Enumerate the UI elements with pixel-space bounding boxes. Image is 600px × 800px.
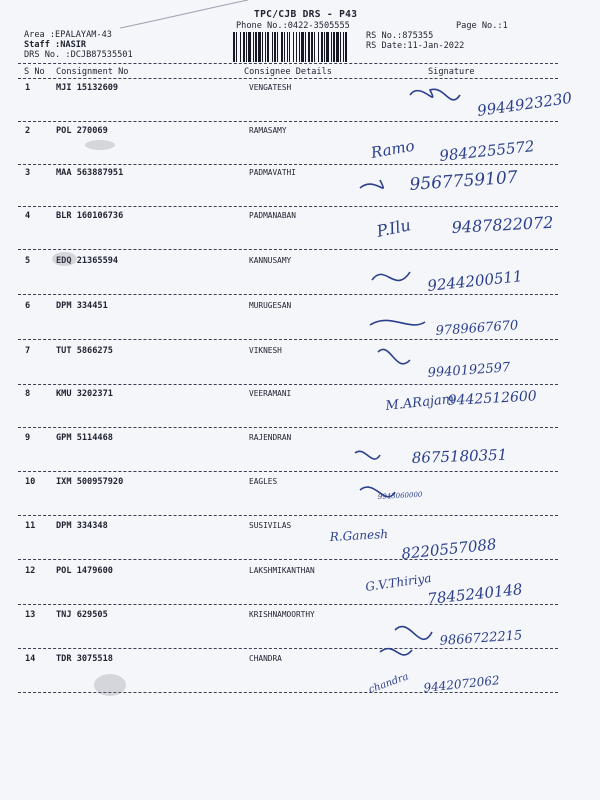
row-sno: 6 — [25, 301, 31, 311]
row-divider — [18, 559, 558, 560]
handwritten-phone: 9442072062 — [422, 673, 501, 695]
handwritten-signature: G.V.Thiriya — [364, 570, 433, 594]
smudge-mark — [52, 252, 77, 266]
row-consignee-name: EAGLES — [249, 477, 278, 486]
row-consignee-name: RAJENDRAN — [249, 433, 292, 442]
row-consignment-no: MJI 15132609 — [56, 83, 119, 93]
table-row — [0, 654, 600, 697]
table-row — [0, 211, 600, 254]
table-row — [0, 566, 600, 609]
row-divider — [18, 515, 558, 516]
row-divider — [18, 339, 558, 340]
table-row — [0, 477, 600, 520]
handwritten-signature: M.ARajam — [384, 391, 455, 414]
row-sno: 2 — [25, 126, 31, 136]
row-consignment-no: POL 270069 — [56, 126, 108, 136]
row-consignment-no: DPM 334451 — [56, 301, 108, 311]
smudge-mark — [85, 140, 115, 150]
handwritten-signature: R.Ganesh — [329, 526, 389, 544]
row-sno: 13 — [25, 610, 36, 620]
row-consignee-name: VIKNESH — [249, 346, 282, 355]
row-sno: 1 — [25, 83, 31, 93]
row-consignee-name: VEERAMANI — [249, 389, 292, 398]
rs-date: RS Date:11-Jan-2022 — [366, 41, 465, 51]
phone-number: Phone No.:0422-3505555 — [236, 21, 350, 31]
row-consignment-no: BLR 160106736 — [56, 211, 124, 221]
row-sno: 12 — [25, 566, 36, 576]
handwritten-signature: chandra — [367, 671, 411, 696]
handwritten-phone: 9789667670 — [435, 318, 519, 339]
row-consignment-no: GPM 5114468 — [56, 433, 113, 443]
table-row — [0, 521, 600, 564]
area-label: Area :EPALAYAM-43 — [24, 30, 112, 40]
row-consignment-no: MAA 563887951 — [56, 168, 124, 178]
table-row — [0, 346, 600, 389]
pen-mark — [120, 0, 250, 30]
handwritten-signature: P.Ilu — [374, 215, 413, 241]
row-consignment-no: TNJ 629505 — [56, 610, 108, 620]
table-row — [0, 610, 600, 653]
row-divider — [18, 164, 558, 165]
row-consignee-name: KANNUSAMY — [249, 256, 292, 265]
row-consignment-no: IXM 500957920 — [56, 477, 124, 487]
table-row — [0, 301, 600, 344]
handwritten-phone: 9944923230 — [476, 88, 574, 120]
column-sno: S No — [24, 67, 45, 77]
drs-number: DRS No. :DCJB87535501 — [24, 50, 133, 60]
handwritten-phone: 9842255572 — [438, 137, 536, 165]
row-sno: 5 — [25, 256, 31, 266]
handwritten-phone: 9244200511 — [426, 267, 524, 295]
row-sno: 4 — [25, 211, 31, 221]
handwritten-phone: 8675180351 — [411, 445, 508, 467]
row-divider — [18, 206, 558, 207]
staff-label: Staff :NASIR — [24, 40, 87, 50]
row-consignment-no: EDQ 21365594 — [56, 256, 119, 266]
row-consignment-no: POL 1479600 — [56, 566, 113, 576]
row-consignment-no: TUT 5866275 — [56, 346, 113, 356]
column-consignee: Consignee Details — [244, 67, 332, 77]
handwritten-phone: 9567759107 — [408, 167, 519, 195]
handwritten-phone: 8220557088 — [400, 535, 498, 563]
table-row — [0, 433, 600, 476]
row-divider — [18, 249, 558, 250]
row-consignee-name: RAMASAMY — [249, 126, 287, 135]
row-consignee-name: MURUGESAN — [249, 301, 292, 310]
row-divider — [18, 648, 558, 649]
row-consignee-name: KRISHNAMOORTHY — [249, 610, 315, 619]
row-sno: 3 — [25, 168, 31, 178]
handwritten-phone: 9487822072 — [451, 212, 554, 237]
table-row — [0, 168, 600, 211]
row-divider — [18, 427, 558, 428]
row-consignee-name: PADMANABAN — [249, 211, 296, 220]
row-sno: 11 — [25, 521, 36, 531]
row-sno: 9 — [25, 433, 31, 443]
column-consignment: Consignment No — [56, 67, 129, 77]
row-sno: 10 — [25, 477, 36, 487]
document-title: TPC/CJB DRS - P43 — [254, 9, 358, 20]
barcode — [233, 32, 351, 62]
row-divider — [18, 604, 558, 605]
rs-number: RS No.:875355 — [366, 31, 434, 41]
smudge-mark — [94, 674, 126, 696]
row-divider — [18, 384, 558, 385]
table-row — [0, 389, 600, 432]
row-consignee-name: CHANDRA — [249, 654, 282, 663]
handwritten-phone: 9940192597 — [427, 360, 511, 381]
column-divider — [18, 78, 558, 79]
row-consignee-name: LAKSHMIKANTHAN — [249, 566, 315, 575]
header-divider — [18, 63, 558, 64]
row-consignment-no: TDR 3075518 — [56, 654, 113, 664]
handwritten-phone: 9943060000 — [377, 490, 423, 501]
page-number: Page No.:1 — [456, 21, 508, 31]
handwritten-phone: 9442512600 — [447, 388, 538, 409]
handwritten-signature: Ramo — [369, 136, 416, 162]
row-sno: 14 — [25, 654, 36, 664]
table-row — [0, 256, 600, 299]
row-divider — [18, 471, 558, 472]
row-consignee-name: VENGATESH — [249, 83, 292, 92]
row-consignee-name: PADMAVATHI — [249, 168, 296, 177]
handwritten-phone: 7845240148 — [426, 580, 524, 608]
row-sno: 8 — [25, 389, 31, 399]
table-row — [0, 83, 600, 126]
row-divider — [18, 294, 558, 295]
row-consignment-no: DPM 334348 — [56, 521, 108, 531]
row-consignee-name: SUSIVILAS — [249, 521, 292, 530]
row-sno: 7 — [25, 346, 31, 356]
column-signature: Signature — [428, 67, 475, 77]
row-consignment-no: KMU 3202371 — [56, 389, 113, 399]
row-divider — [18, 121, 558, 122]
handwritten-phone: 9866722215 — [439, 628, 523, 649]
